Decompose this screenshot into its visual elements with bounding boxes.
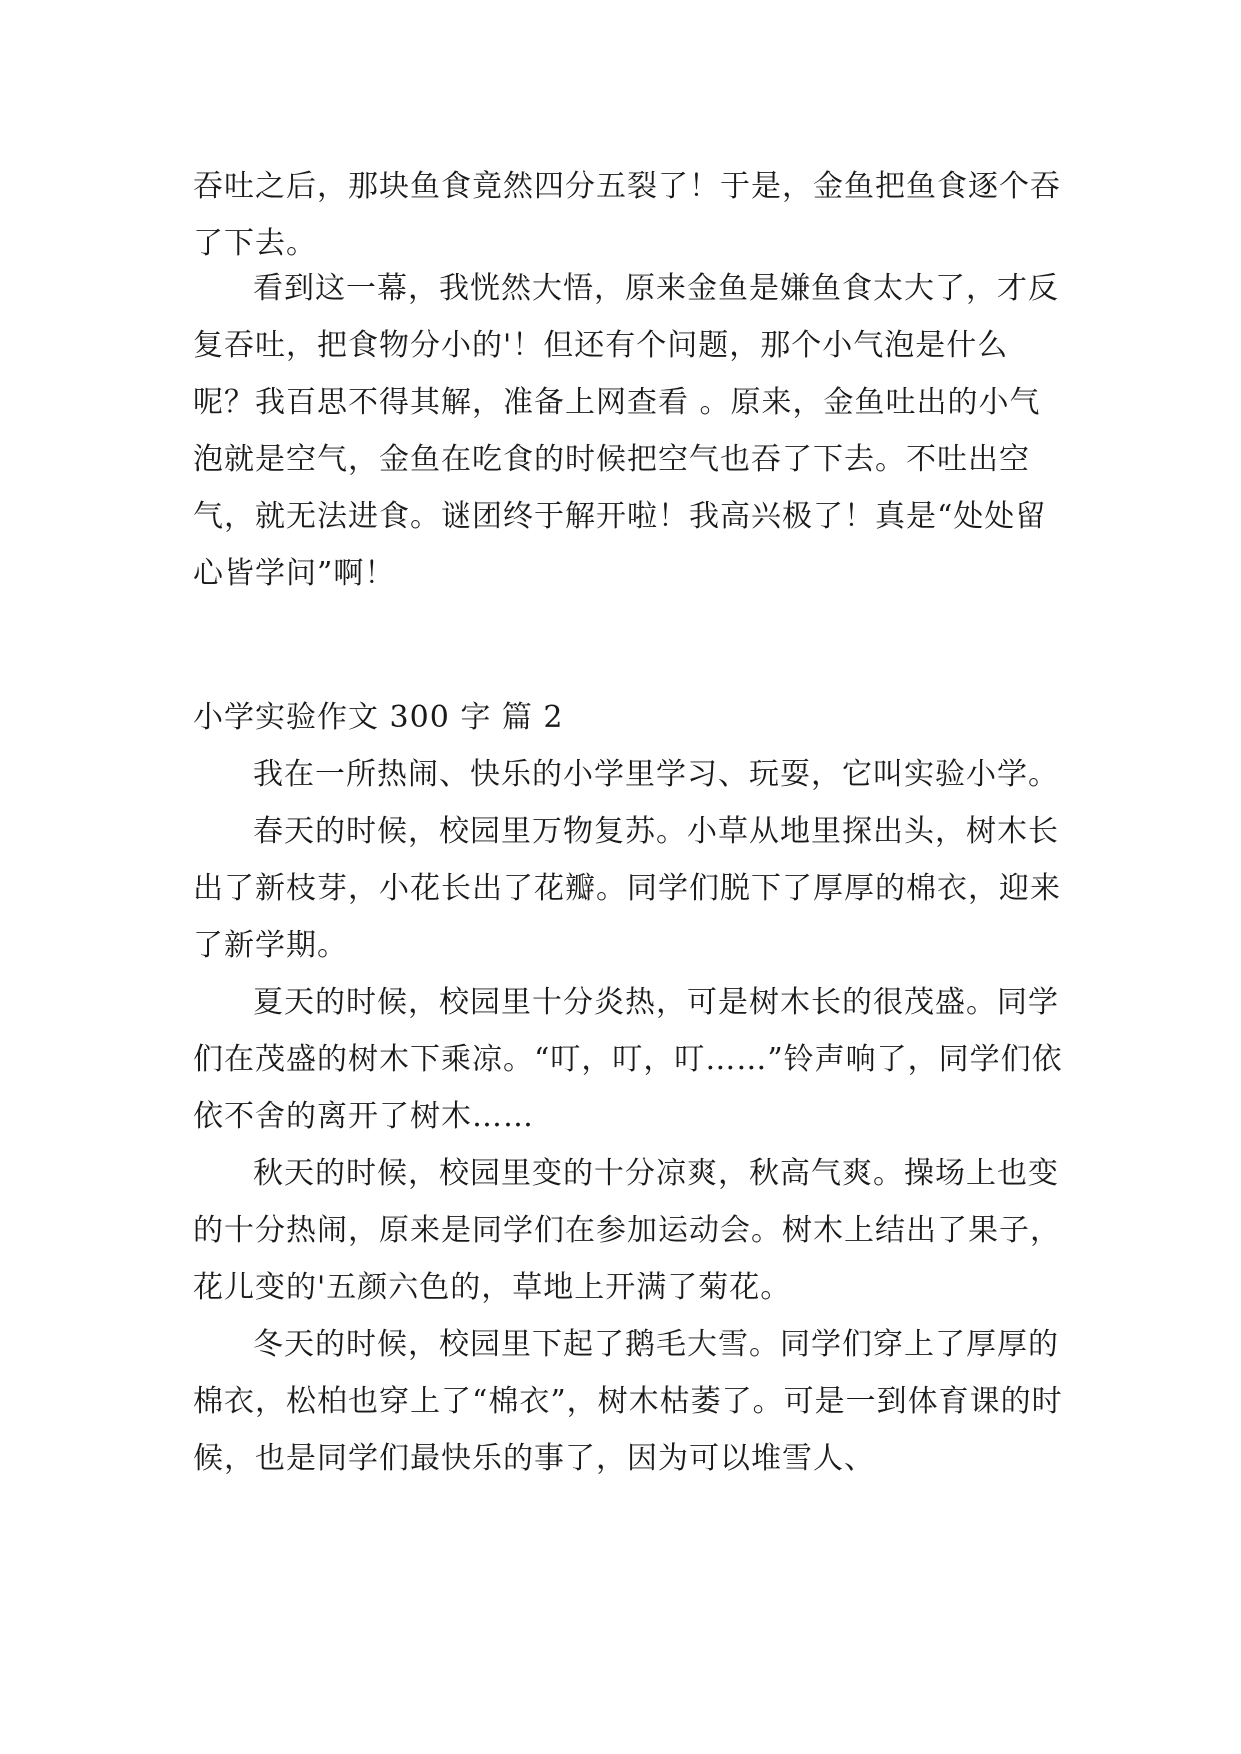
paragraph-spring: 春天的时候，校园里万物复苏。小草从地里探出头，树木长出了新枝芽，小花长出了花瓣。同学们脱下了厚厚的棉衣，迎来了新学期。 bbox=[193, 814, 1061, 963]
essay-2-body bbox=[193, 746, 1065, 1487]
essay-1-conclusion bbox=[193, 260, 1065, 602]
paragraph-discovery: 看到这一幕，我恍然大悟，原来金鱼是嫌鱼食太大了，才反复吞吐，把食物分小的'！但还有个问题，那个小气泡是什么呢？我百思不得其解，准备上网查看 。原来，金鱼吐出的小气泡就是空气，金鱼在吃食的时候把空气也吞了下去。不吐出空气，就无法进食。谜团终于解开啦！我高兴极了！真是“处处留心皆学问”啊！ bbox=[193, 271, 1059, 591]
paragraph-continuation: 吞吐之后，那块鱼食竟然四分五裂了！于是，金鱼把鱼食逐个吞了下去。 bbox=[193, 169, 1061, 261]
paragraph-autumn: 秋天的时候，校园里变的十分凉爽，秋高气爽。操场上也变的十分热闹，原来是同学们在参加运动会。树木上结出了果子，花儿变的'五颜六色的，草地上开满了菊花。 bbox=[193, 1156, 1061, 1305]
paragraph-intro: 我在一所热闹、快乐的小学里学习、玩耍，它叫实验小学。 bbox=[253, 757, 1059, 792]
paragraph-summer: 夏天的时候，校园里十分炎热，可是树木长的很茂盛。同学们在茂盛的树木下乘凉。“叮，叮，叮……”铃声响了，同学们依依不舍的离开了树木…… bbox=[193, 985, 1063, 1134]
section-heading: 小学实验作文 300 字 篇 2 bbox=[193, 700, 564, 735]
essay-1-continuation bbox=[193, 158, 1065, 272]
paragraph-winter: 冬天的时候，校园里下起了鹅毛大雪。同学们穿上了厚厚的棉衣，松柏也穿上了“棉衣”，树木枯萎了。可是一到体育课的时候，也是同学们最快乐的事了，因为可以堆雪人、 bbox=[193, 1327, 1063, 1476]
